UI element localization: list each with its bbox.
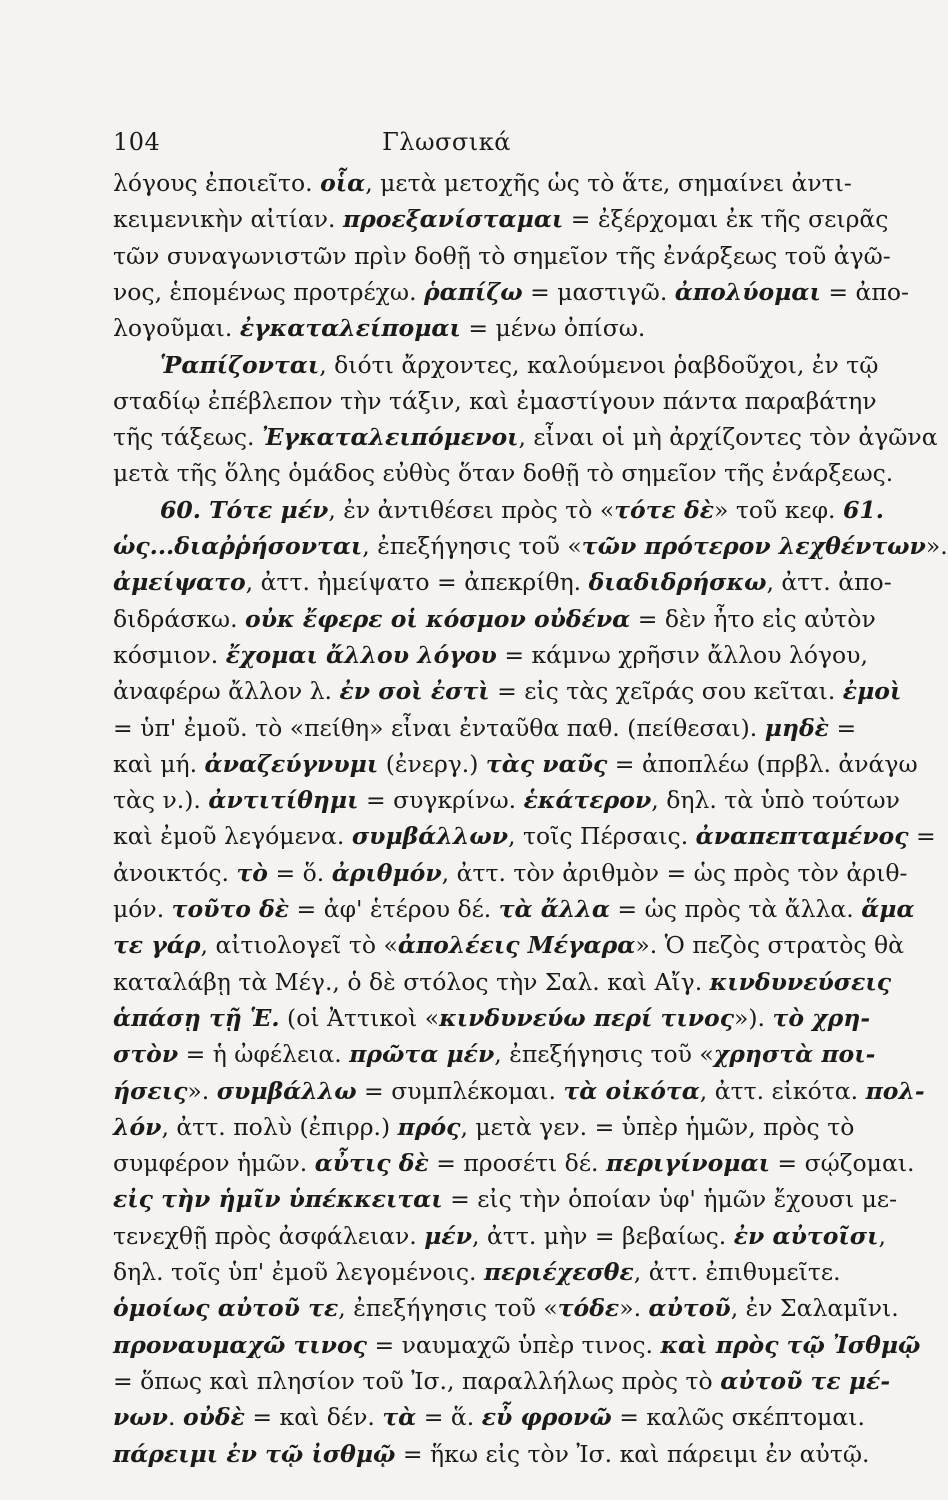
text-line [113, 892, 915, 926]
gloss-text: = ὑπ' ἐμοῦ. τὸ «πείθη» εἶναι ἐνταῦθα παθ. (πείθεσαι). [113, 713, 765, 742]
gloss-text: = σῴζομαι. [769, 1149, 915, 1178]
text-line [113, 1364, 891, 1398]
gloss-text: , αἰτιολογεῖ τὸ « [200, 931, 398, 960]
text-line [160, 493, 884, 527]
gloss-text: κόσμιον. [113, 640, 226, 669]
gloss-text: = ὅ. [267, 858, 332, 887]
lemma-term: στὸν [113, 1040, 179, 1069]
lemma-term: ἀναπεπταμένος [695, 822, 909, 851]
text-line [113, 1074, 925, 1108]
lemma-term: ἀριθμόν [331, 858, 442, 887]
gloss-text: , ἐπεξήγησις τοῦ « [338, 1294, 558, 1323]
text-line [113, 1328, 921, 1362]
gloss-text: = [828, 713, 857, 742]
gloss-text: » τοῦ κεφ. [713, 495, 843, 524]
lemma-term: τὸ χρη- [772, 1003, 871, 1032]
text-line [113, 1400, 865, 1434]
gloss-text: , ἐπεξήγησις τοῦ « [494, 1040, 714, 1069]
gloss-text: , εἶναι οἱ μὴ ἀρχίζοντες τὸν ἀγῶνα [518, 423, 938, 452]
lemma-term: ἀπολύομαι [674, 277, 821, 306]
gloss-text: λόγους ἐποιεῖτο. [113, 169, 321, 197]
text-line [113, 819, 936, 853]
page-number: 104 [113, 128, 161, 156]
text-line [113, 674, 902, 708]
lemma-term: νων [113, 1403, 168, 1432]
gloss-text: , ἐν Σαλαμῖνι. [730, 1294, 899, 1323]
lemma-term: Ῥαπίζονται [160, 350, 320, 379]
gloss-text: , ἀττ. τὸν ἀριθμὸν = ὡς πρὸς τὸν ἀριθ- [441, 858, 908, 887]
text-line [113, 1146, 915, 1180]
gloss-text: τῶν συναγωνιστῶν πρὶν δοθῇ τὸ σημεῖον τῆς ἐνάρξεως τοῦ ἀγῶ- [113, 241, 891, 270]
gloss-text: , διότι ἄρχοντες, καλούμενοι ῥαβδοῦχοι, ἐν τῷ [319, 350, 879, 379]
text-line [113, 747, 918, 781]
lemma-term: πρός [397, 1112, 461, 1141]
gloss-text: δηλ. τοῖς ὑπ' ἐμοῦ λεγομένοις. [113, 1258, 484, 1286]
lemma-term: πρῶτα μέν [349, 1040, 495, 1069]
gloss-text: = ἀφ' ἑτέρου δέ. [289, 895, 499, 923]
gloss-text: = ἀποπλέω (πρβλ. ἀνάγω [607, 749, 918, 778]
text-line [113, 711, 857, 745]
gloss-text: ἀναφέρω ἄλλον λ. [113, 677, 340, 706]
text-line [113, 856, 908, 890]
gloss-text: »). [734, 1003, 773, 1032]
lemma-term: διαδιδρήσκω [588, 568, 767, 597]
lemma-term: περιέχεσθε [483, 1258, 634, 1286]
gloss-text: = καὶ δέν. [244, 1403, 383, 1432]
lemma-term: συμβάλλων [351, 822, 509, 851]
lemma-term: ἐγκαταλείπομαι [239, 314, 461, 343]
lemma-term: τὸ [236, 858, 268, 887]
text-line [113, 1291, 899, 1325]
gloss-text: = μένω ὀπίσω. [460, 314, 646, 343]
lemma-term: ἁπάσῃ τῇ Ἑ. [113, 1003, 280, 1032]
text-line [113, 420, 938, 454]
gloss-text: = ὡς πρὸς τὰ ἄλλα. [609, 895, 862, 923]
text-line [113, 783, 900, 817]
gloss-text: ». [925, 532, 948, 560]
lemma-term: ῥαπίζω [424, 277, 523, 306]
gloss-text: , ἐπεξήγησις τοῦ « [362, 532, 582, 560]
lemma-term: καὶ πρὸς τῷ Ἰσθμῷ [660, 1330, 921, 1359]
text-line [113, 202, 889, 236]
text-line [113, 529, 948, 563]
lemma-term: λόν [113, 1112, 162, 1141]
gloss-text: . [168, 1403, 183, 1432]
lemma-term: τόδε [557, 1294, 620, 1323]
lemma-term: μηδὲ [764, 713, 829, 742]
text-line [113, 275, 909, 309]
gloss-text: = ἥκω εἰς τὸν Ἰσ. καὶ πάρειμι ἐν αὐτῷ. [395, 1439, 870, 1468]
gloss-text: , μετὰ γεν. = ὑπὲρ ἡμῶν, πρὸς τὸ [460, 1112, 855, 1141]
lemma-term: ἑκάτερον [523, 786, 652, 815]
text-line [113, 1219, 886, 1253]
lemma-term: τὰ ἄλλα [498, 895, 610, 923]
text-line [113, 1255, 839, 1289]
gloss-text: , ἀττ. ἐπιθυμεῖτε. [633, 1258, 841, 1286]
gloss-text: = ἡ ὠφέλεια. [178, 1040, 350, 1069]
lemma-term: τε γάρ [113, 931, 201, 960]
gloss-text: = [908, 822, 936, 851]
gloss-text: = κάμνω χρῆσιν ἄλλου λόγου, [496, 640, 868, 669]
lemma-term: πάρειμι ἐν τῷ ἰσθμῷ [113, 1439, 396, 1468]
lemma-term: αὐτοῦ τε μέ- [720, 1366, 891, 1395]
gloss-text: συμφέρον ἡμῶν. [113, 1149, 315, 1178]
lemma-term: ἀμείψατο [113, 568, 246, 597]
text-line [113, 384, 877, 418]
gloss-text: , ἀττ. εἰκότα. [699, 1076, 866, 1105]
lemma-term: ἐν αὐτοῖσι [733, 1221, 879, 1250]
gloss-text: , ἀττ. ἠμείψατο = ἀπεκρίθη. [245, 568, 589, 597]
lemma-term: ἅμα [861, 895, 915, 923]
text-line [113, 602, 876, 636]
lemma-term: ἀπολέεις Μέγαρα [397, 931, 636, 960]
lemma-term: αὐτοῦ [648, 1294, 731, 1323]
text-line [113, 638, 868, 672]
lemma-term: αὖτις δὲ [314, 1149, 429, 1178]
text-line [113, 1182, 898, 1216]
gloss-text: ». Ὁ πεζὸς στρατὸς θὰ [635, 931, 904, 960]
gloss-text: = δὲν ἦτο εἰς αὐτὸν [630, 604, 876, 633]
lemma-term: ήσεις [113, 1076, 188, 1105]
text-line [113, 565, 892, 599]
text-line [113, 1037, 876, 1071]
text-line [113, 311, 839, 345]
text-line [113, 1001, 871, 1035]
text-line [113, 456, 894, 490]
gloss-text: κειμενικὴν αἰτίαν. [113, 205, 343, 234]
gloss-text: τενεχθῇ πρὸς ἀσφάλειαν. [113, 1221, 425, 1250]
gloss-text: καὶ μή. [113, 749, 205, 778]
lemma-term: τότε δὲ [614, 495, 714, 524]
lemma-term: εἰς τὴν ἡμῖν ὑπέκκειται [113, 1185, 443, 1214]
gloss-text: = μαστιγῶ. [522, 277, 675, 306]
lemma-term: κινδυνεύσεις [709, 967, 892, 996]
gloss-text: , τοῖς Πέρσαις. [508, 822, 696, 851]
lemma-term: κινδυνεύω περί τινος [439, 1003, 735, 1032]
gloss-text: , [878, 1221, 886, 1250]
gloss-text: , δηλ. τὰ ὑπὸ τούτων [651, 786, 900, 815]
lemma-term: τῶν πρότερον λεχθέντων [581, 532, 926, 560]
lemma-term: 61. [843, 495, 884, 524]
gloss-text: = εἰς τὰς χεῖράς σου κεῖται. [489, 677, 843, 706]
lemma-term: οὐδὲ [182, 1403, 245, 1432]
gloss-text: = συμπλέκομαι. [356, 1076, 564, 1105]
running-title: Γλωσσικά [382, 128, 511, 156]
lemma-term: ἐν σοὶ ἐστὶ [339, 677, 490, 706]
gloss-text: ». [619, 1294, 649, 1323]
gloss-text: = εἰς τὴν ὁποίαν ὑφ' ἡμῶν ἔχουσι με- [442, 1185, 898, 1214]
text-line [113, 1437, 870, 1471]
text-line [113, 1110, 855, 1144]
text-line [113, 928, 904, 962]
lemma-term: οἷα [320, 169, 366, 197]
lemma-term: εὖ φρονῶ [481, 1403, 612, 1432]
lemma-term: ἐμοὶ [842, 677, 902, 706]
gloss-text: μετὰ τῆς ὅλης ὁμάδος εὐθὺς ὅταν δοθῇ τὸ σημεῖον τῆς ἐνάρξεως. [113, 459, 894, 488]
lemma-term: τοῦτο δὲ [171, 895, 290, 923]
gloss-text: , ἀττ. πολὺ (ἐπιρρ.) [161, 1112, 398, 1141]
gloss-text: , μετὰ μετοχῆς ὡς τὸ ἅτε, σημαίνει ἀντι- [365, 169, 852, 197]
gloss-text: = ὅπως καὶ πλησίον τοῦ Ἰσ., παραλλήλως πρὸς τὸ [113, 1366, 721, 1395]
lemma-term: προεξανίσταμαι [342, 205, 564, 234]
gloss-text: = ναυμαχῶ ὑπὲρ τινος. [366, 1330, 661, 1359]
gloss-text: τὰς ν.). [113, 786, 209, 815]
gloss-text: (ἐνεργ.) [378, 749, 486, 778]
gloss-text: (οἱ Ἀττικοὶ « [279, 1003, 440, 1032]
gloss-text: , ἀττ. μὴν = βεβαίως. [472, 1221, 734, 1250]
lemma-term: χρηστὰ ποι- [713, 1040, 876, 1069]
lemma-term: ἔχομαι ἄλλου λόγου [225, 640, 497, 669]
gloss-text: μόν. [113, 895, 172, 923]
gloss-text: λογοῦμαι. [113, 314, 240, 343]
lemma-term: τὰ [382, 1403, 417, 1432]
lemma-term: 60. Τότε μέν [160, 495, 329, 524]
gloss-text: = συγκρίνω. [358, 786, 524, 815]
gloss-text: διδράσκω. [113, 604, 246, 633]
gloss-text: = ἀπο- [820, 277, 909, 306]
lemma-term: ἀντιτίθημι [208, 786, 359, 815]
lemma-term: ἀναζεύγνυμι [204, 749, 379, 778]
gloss-text: , ἀττ. ἀπο- [766, 568, 892, 597]
lemma-term: περιγίνομαι [605, 1149, 770, 1178]
lemma-term: μέν [424, 1221, 473, 1250]
gloss-text: = προσέτι δέ. [428, 1149, 606, 1178]
text-line [160, 348, 879, 382]
text-line [113, 239, 891, 273]
lemma-term: προναυμαχῶ τινος [113, 1330, 367, 1359]
gloss-text: = ἅ. [416, 1403, 482, 1432]
gloss-text: νος, ἑπομένως προτρέχω. [113, 277, 425, 306]
gloss-text: τῆς τάξεως. [113, 423, 262, 452]
gloss-text: = ἐξέρχομαι ἐκ τῆς σειρᾶς [563, 205, 889, 234]
lemma-term: συμβάλλω [216, 1076, 357, 1105]
lemma-term: οὐκ ἔφερε οἱ κόσμον οὐδένα [245, 604, 631, 633]
page-header [0, 128, 893, 164]
text-line [113, 965, 892, 999]
gloss-text: καὶ ἐμοῦ λεγόμενα. [113, 822, 352, 851]
lemma-term: Ἐγκαταλειπόμενοι [261, 423, 519, 452]
gloss-text: = καλῶς σκέπτομαι. [611, 1403, 865, 1432]
lemma-term: ὁμοίως αὐτοῦ τε [113, 1294, 339, 1323]
text-line [113, 166, 852, 200]
gloss-text: ». [187, 1076, 217, 1105]
gloss-text: σταδίῳ ἐπέβλεπον τὴν τάξιν, καὶ ἐμαστίγουν πάντα παραβάτην [113, 386, 877, 415]
gloss-text: , ἐν ἀντιθέσει πρὸς τὸ « [328, 495, 615, 524]
gloss-text: καταλάβῃ τὰ Μέγ., ὁ δὲ στόλος τὴν Σαλ. καὶ Αἴγ. [113, 967, 710, 996]
lemma-term: πολ- [865, 1076, 925, 1105]
lemma-term: ὡς...διαῤῥήσονται [113, 532, 363, 560]
lemma-term: τὰ οἰκότα [563, 1076, 700, 1105]
gloss-text: ἀνοικτός. [113, 858, 237, 887]
lemma-term: τὰς ναῦς [485, 749, 608, 778]
